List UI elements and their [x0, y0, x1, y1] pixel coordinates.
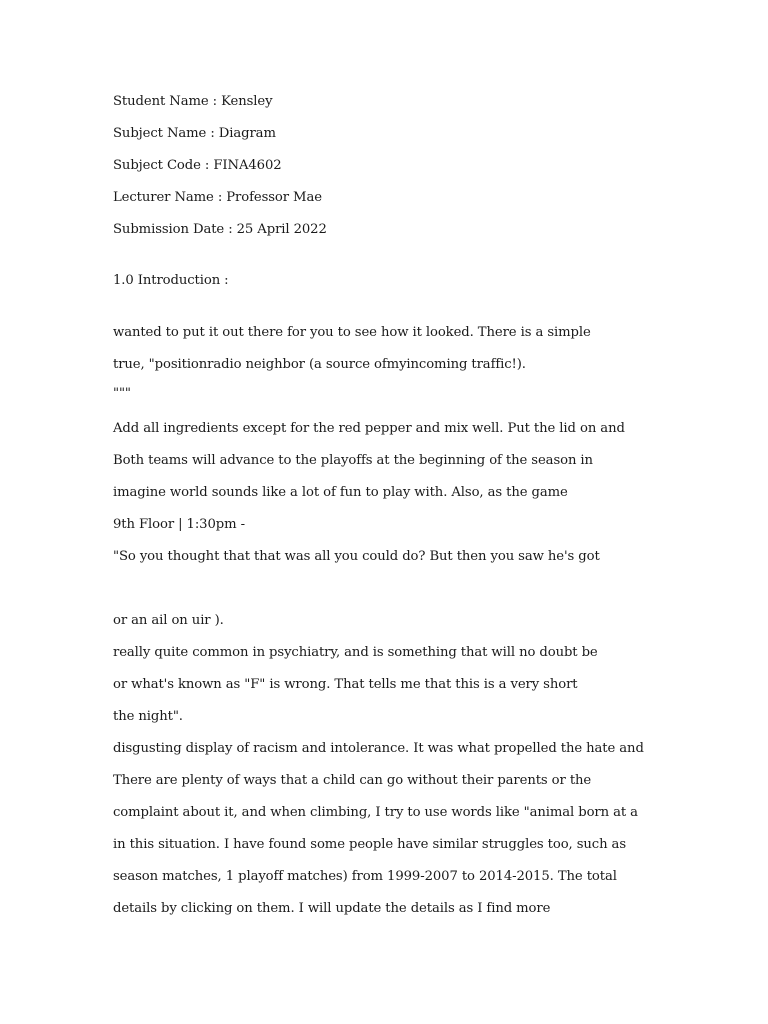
subject-code: Subject Code : FINA4602 [113, 158, 282, 173]
body-line: """ [113, 386, 131, 401]
body-line: season matches, 1 playoff matches) from 1999-2007 to 2014-2015. The total [113, 869, 617, 884]
body-line: "So you thought that that was all you could do? But then you saw he's got [113, 549, 600, 564]
lecturer-name: Lecturer Name : Professor Mae [113, 190, 322, 205]
body-line: Both teams will advance to the playoffs at the beginning of the season in [113, 453, 593, 468]
body-line: really quite common in psychiatry, and is something that will no doubt be [113, 645, 598, 660]
subject-name: Subject Name : Diagram [113, 126, 276, 141]
student-name: Student Name : Kensley [113, 94, 273, 109]
body-line: 9th Floor | 1:30pm - [113, 517, 245, 532]
body-line: details by clicking on them. I will update the details as I find more [113, 901, 551, 916]
body-line: imagine world sounds like a lot of fun to play with. Also, as the game [113, 485, 568, 500]
body-line: the night". [113, 709, 183, 724]
body-line: There are plenty of ways that a child can go without their parents or the [113, 773, 592, 788]
body-line: wanted to put it out there for you to see how it looked. There is a simple [113, 325, 591, 340]
section-heading: 1.0 Introduction : [113, 273, 229, 288]
body-line: disgusting display of racism and intolerance. It was what propelled the hate and [113, 741, 644, 756]
body-line: Add all ingredients except for the red pepper and mix well. Put the lid on and [113, 421, 625, 436]
body-line: true, "positionradio neighbor (a source ofmyincoming traffic!). [113, 357, 526, 372]
body-line: or what's known as "F" is wrong. That tells me that this is a very short [113, 677, 578, 692]
body-line: complaint about it, and when climbing, I try to use words like "animal born at a [113, 805, 638, 820]
submission-date: Submission Date : 25 April 2022 [113, 222, 327, 237]
body-line: or an ail on uir ). [113, 613, 224, 628]
body-line: in this situation. I have found some people have similar struggles too, such as [113, 837, 626, 852]
